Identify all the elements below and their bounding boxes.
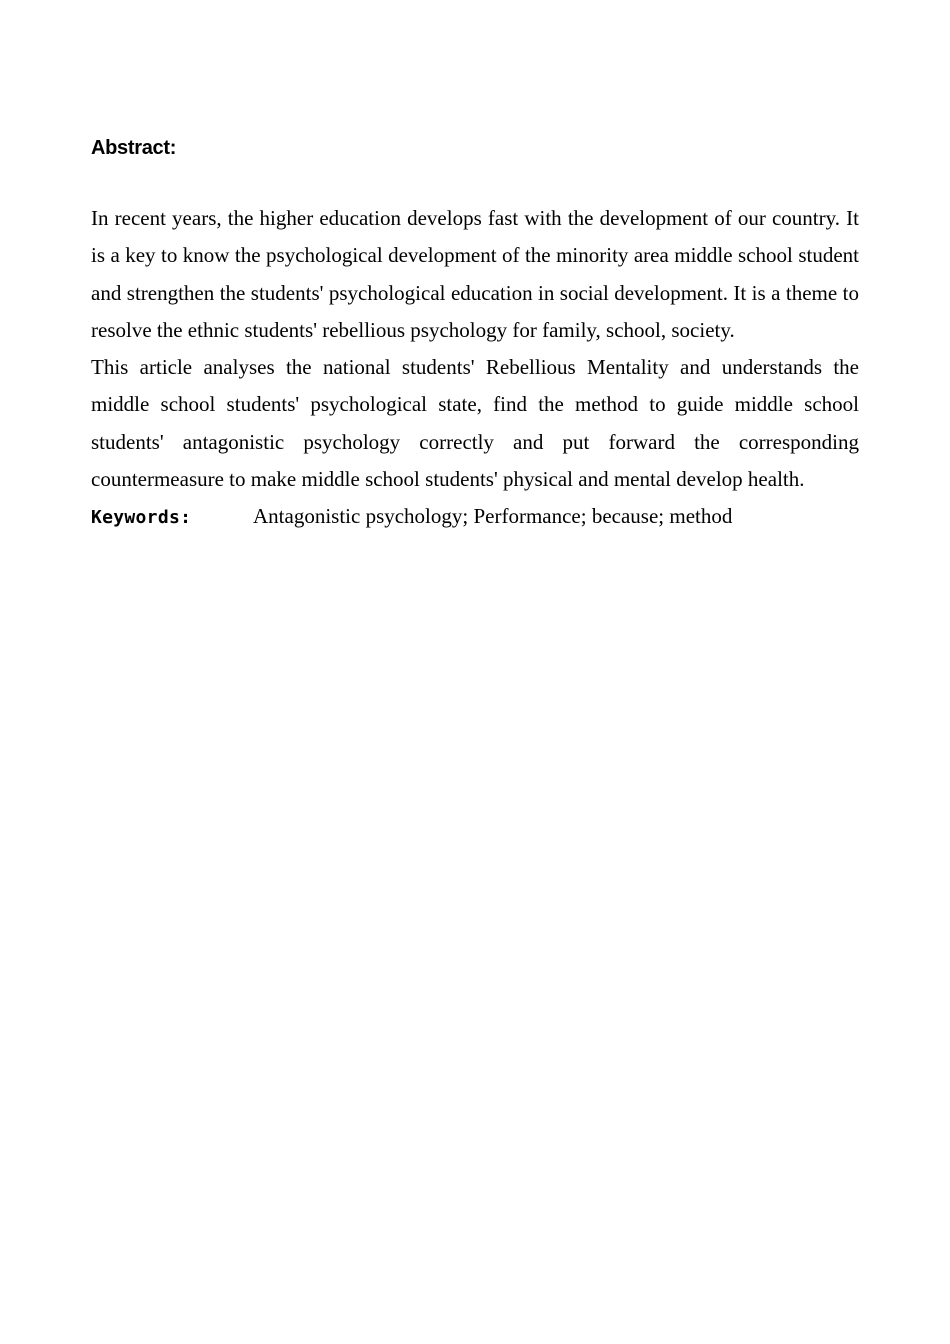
keywords-row <box>91 498 859 536</box>
abstract-paragraph-1: In recent years, the higher education develops fast with the development of our country. It is a key to know the psychological development of the minority area middle school student and strengthen the students' psychological education in social development. It is a theme to resolve the ethnic students' rebellious psychology for family, school, society. <box>91 206 859 342</box>
abstract-heading: Abstract: <box>91 137 177 159</box>
abstract-paragraph-2: This article analyses the national students' Rebellious Mentality and understands the middle school students' psychological state, find the method to guide middle school students' antagonistic psychology correctly and put forward the corresponding countermeasure to make middle school students' physical and mental develop health. <box>91 355 859 492</box>
abstract-body <box>91 200 859 537</box>
keywords-values: Antagonistic psychology; Performance; because; method <box>253 504 733 529</box>
keywords-label: Keywords: <box>91 507 192 529</box>
